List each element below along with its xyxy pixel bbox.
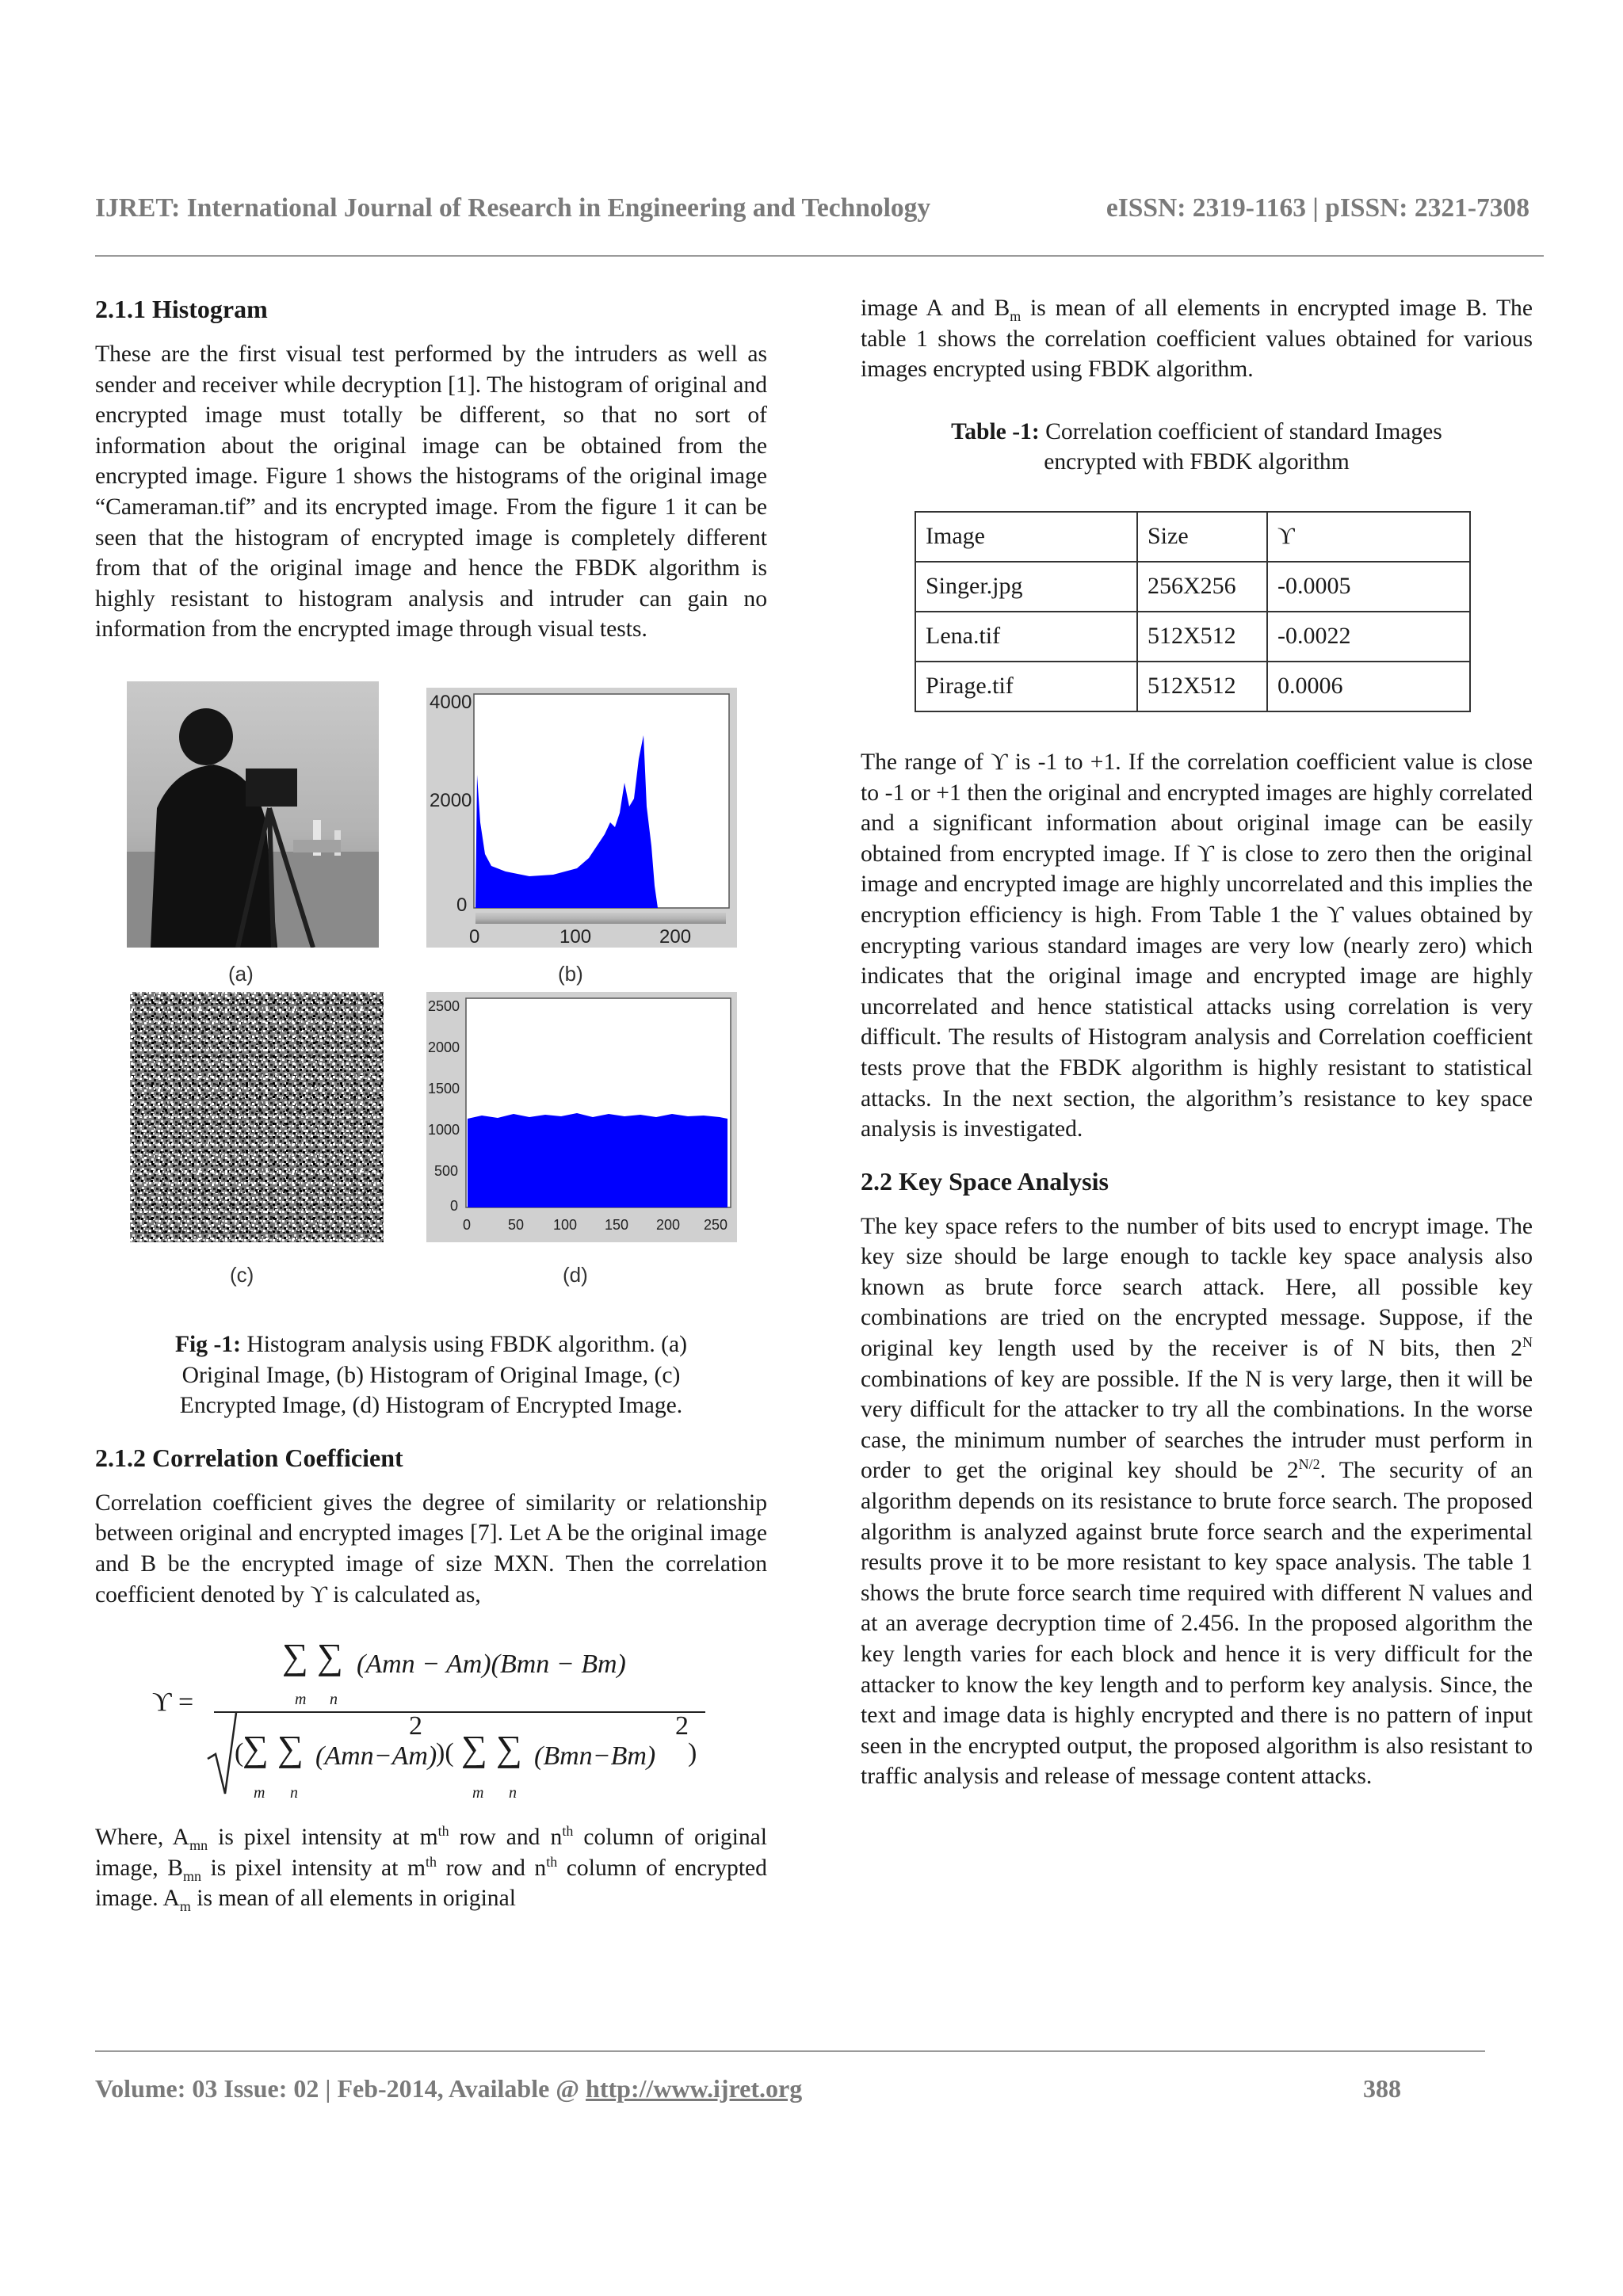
denominator-square-a: 2 [409,1711,422,1741]
table-cell: Pirage.tif [915,662,1137,711]
issn-text: eISSN: 2319-1163 | pISSN: 2321-7308 [1106,193,1529,223]
right-column [861,293,1533,1792]
continuation-paragraph: image A and $B_m$ is mean of all elements in encrypted image B. The table 1 shows the correlation coefficient values obtained for various images encrypted using FBDK algorithm. [861,296,1533,383]
journal-url-link[interactable]: http://www.ijret.org [586,2074,803,2103]
d-xtick-100: 100 [553,1216,578,1233]
denominator-lparen: ( [235,1738,244,1768]
table-header-image: Image [915,512,1137,562]
figure-caption-label: Fig -1: [174,1331,241,1357]
numerator-index-m: m [295,1691,307,1709]
table-header-row [915,512,1470,562]
figure-label-d: (d) [563,1262,588,1287]
numerator-index-n: n [330,1691,338,1709]
denominator-term-a: (Amn−Am) [315,1741,437,1772]
d-ytick-1000: 1000 [428,1121,460,1138]
table-row [915,612,1470,662]
d-ytick-500: 500 [434,1162,459,1179]
header-rule [95,255,1544,257]
b-ytick-4000: 4000 [430,691,472,713]
denominator-term-b: (Bmn−Bm) [534,1741,656,1772]
numerator-sum-n: ∑ [317,1636,343,1677]
b-xtick-200: 200 [659,925,692,948]
histogram-paragraph: These are the first visual test performed by the intruders as well as sender and receiver while decryption [1]. The histogram of original and encrypted image must totally be different, so that no sort of information about the original image can be obtained from the encrypted image. Figure 1 shows the histograms of the original image “Cameraman.tif” and its encrypted image. From the figure 1 it can be seen that the histogram of encrypted image is completely different from that of the original image and hence the FBDK algorithm is highly resistant to histogram analysis and intruder can gain no information from the encrypted image through visual tests. [95,341,767,643]
b-ytick-0: 0 [456,894,468,916]
table-cell: 512X512 [1137,662,1267,711]
table-cell: Lena.tif [915,612,1137,662]
correlation-formula [95,1618,767,1816]
denominator-sum-m-1: ∑ [242,1728,269,1769]
table-header-coefficient: ϒ [1267,512,1470,562]
histogram-original [426,688,737,948]
section-heading-key-space: 2.2 Key Space Analysis [861,1166,1109,1196]
where-paragraph: Where, $A_{mn}$ is pixel intensity at $m^{th}$ row and $n^{th}$ column of original image, $B_{mn}$ is pixel intensity at $m^{th}$ row and $n^{th}$ column of encrypted image. $A_m$ is mean of all elements in original [95,1823,768,1915]
denominator-mid-paren: )( [436,1738,454,1768]
denominator-sum-n-2: ∑ [496,1728,522,1769]
table-cell: 0.0006 [1267,662,1470,711]
d-xtick-0: 0 [463,1216,472,1233]
formula-lhs: ϒ = [152,1688,194,1718]
sqrt-sign [206,1711,238,1798]
table-row [915,662,1470,711]
fraction-bar [214,1711,705,1713]
table-header-size: Size [1137,512,1267,562]
correlation-paragraph: Correlation coefficient gives the degree of similarity or relationship between original and encrypted images [7]. Let A be the original image and B be the encrypted image of size MXN. Then the correlation coefficient denoted by ϒ is calculated as, [95,1489,767,1608]
running-header [95,193,1529,223]
d-ytick-2000: 2000 [428,1039,460,1055]
encrypted-image [130,992,384,1242]
b-ytick-2000: 2000 [430,789,472,811]
table-cell: 256X256 [1137,562,1267,612]
numerator-expression: (Amn − Am)(Bmn − Bm) [357,1650,626,1680]
footer-rule [95,2050,1485,2052]
table-caption [861,417,1533,478]
denominator-rparen: ) [688,1738,697,1768]
correlation-table [915,511,1471,712]
denominator-index-m-2: m [472,1784,484,1802]
table-cell: 512X512 [1137,612,1267,662]
d-xtick-250: 250 [704,1216,728,1233]
d-xtick-50: 50 [508,1216,525,1233]
histogram-encrypted [426,992,737,1242]
table-cell: -0.0005 [1267,562,1470,612]
table-caption-text-1: Correlation coefficient of standard Images [1039,418,1442,444]
section-heading-correlation: 2.1.2 Correlation Coefficient [95,1443,403,1472]
b-xtick-0: 0 [469,925,480,948]
numerator-sum-m: ∑ [282,1636,308,1677]
figure-caption [139,1329,723,1421]
figure-caption-text: Histogram analysis using FBDK algorithm. (a) Original Image, (b) Histogram of Original Image, (c) Encrypted Image, (d) Histogram of Encrypted Image. [179,1331,688,1419]
denominator-index-n-2: n [509,1784,517,1802]
d-ytick-0: 0 [450,1197,459,1214]
d-ytick-2500: 2500 [428,997,460,1014]
denominator-square-b: 2 [675,1711,689,1741]
figure-label-c: (c) [230,1262,254,1287]
d-ytick-1500: 1500 [428,1080,460,1097]
range-paragraph: The range of ϒ is -1 to +1. If the correlation coefficient value is close to -1 or +1 then the original and encrypted images are highly correlated and a significant information about original image can be easily obtained from encrypted image. If ϒ is close to zero then the original image and encrypted image are highly uncorrelated and this implies the encryption efficiency is high. From Table 1 the ϒ values obtained by encrypting various standard images are very low (nearly zero) which indicates that the original image and encrypted image are highly uncorrelated and hence statistical attacks using correlation is very difficult. The results of Histogram analysis and Correlation coefficient tests prove that the FBDK algorithm is highly resistant to statistical attacks. In the next section, the algorithm’s resistance to key space analysis is investigated. [861,749,1533,1142]
figure-1 [95,681,767,1299]
table-cell: -0.0022 [1267,612,1470,662]
figure-label-b: (b) [558,961,583,986]
cameraman-image [127,681,379,948]
table-cell: Singer.jpg [915,562,1137,612]
volume-text: Volume: 03 Issue: 02 | Feb-2014, Available @ [95,2074,586,2103]
figure-label-a: (a) [228,961,254,986]
denominator-index-m-1: m [254,1784,265,1802]
d-xtick-150: 150 [605,1216,629,1233]
running-footer [95,2074,1401,2103]
table-caption-text-2: encrypted with FBDK algorithm [1044,449,1350,475]
table-row [915,562,1470,612]
d-xtick-200: 200 [656,1216,681,1233]
journal-title: IJRET: International Journal of Research in Engineering and Technology [95,193,931,223]
section-heading-histogram: 2.1.1 Histogram [95,295,268,323]
denominator-sum-n-1: ∑ [277,1728,304,1769]
table-caption-label: Table -1: [951,418,1040,444]
b-xtick-100: 100 [559,925,592,948]
page-number: 388 [1363,2074,1401,2103]
denominator-sum-m-2: ∑ [461,1728,487,1769]
left-column [95,293,767,1914]
key-space-paragraph: The key space refers to the number of bits used to encrypt image. The key size should be large enough to tackle key space analysis also known as brute force search attack. Here, all possible key combinations are tried on the encrypted message. Suppose, if the original key length used by the receiver is of N bits, then $2^N$ combinations of key are possible. If the N is very large, then it will be very difficult for the attacker to try all the combinations. In the worse case, the minimum number of searches the intruder must perform in order to get the original key should be $2^{N/2}$. The security of an algorithm depends on its resistance to brute force search. The proposed algorithm is analyzed against brute force search and the experimental results prove it to be more resistant to key space analysis. The table 1 shows the brute force search time required with different N values and at an average decryption time of 2.456. In the proposed algorithm the key length varies for each block and hence it is very difficult for the attacker to know the key length and to perform key analysis. Since, the text and image data is highly encrypted and there is no pattern of input seen in the encrypted output, the proposed algorithm is also resistant to traffic analysis and release of message content attacks. [861,1213,1533,1790]
denominator-index-n-1: n [290,1784,298,1802]
